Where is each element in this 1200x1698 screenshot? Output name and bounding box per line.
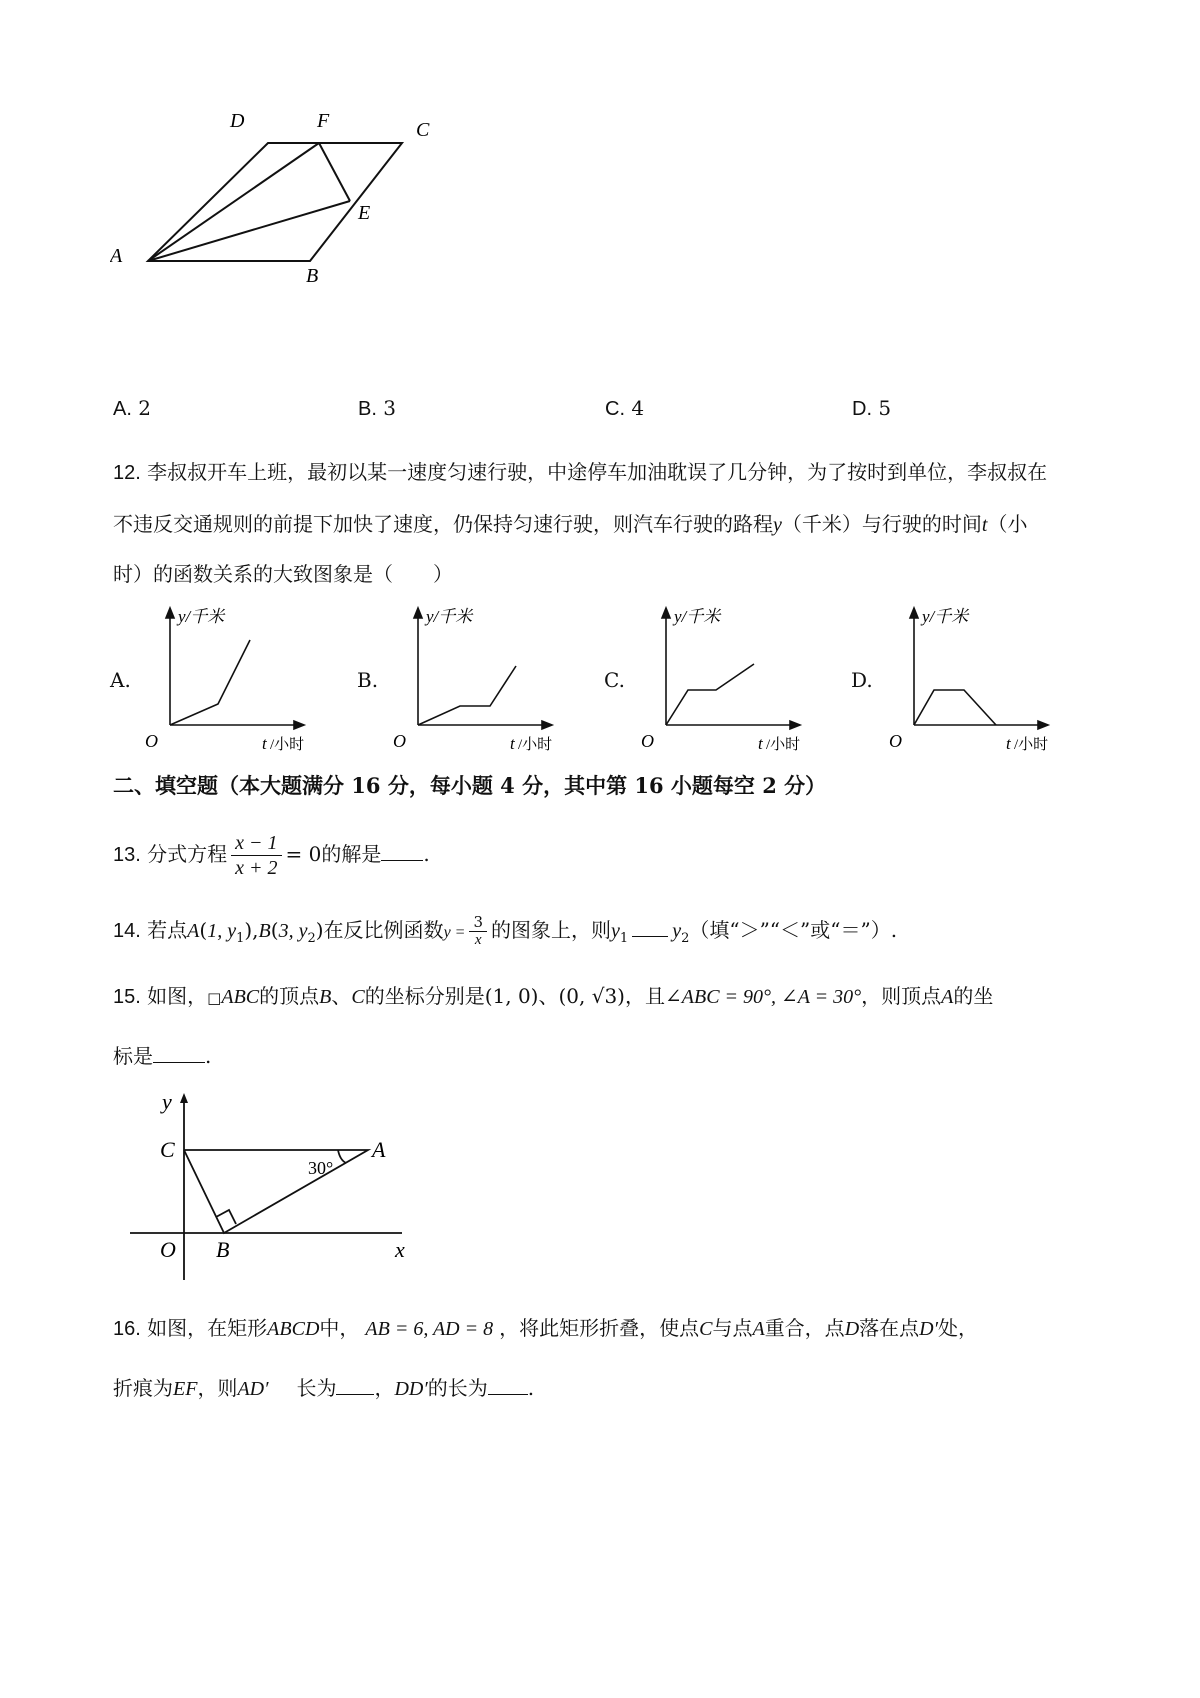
- label-B: B: [306, 265, 319, 287]
- q12-graph-d: [884, 600, 1084, 755]
- q12-graph-b: [388, 600, 588, 755]
- q12-option-c[interactable]: C.: [604, 668, 625, 692]
- q12-option-d[interactable]: D.: [851, 668, 873, 692]
- q14-answer-blank[interactable]: [632, 918, 668, 937]
- q11-option-c[interactable]: C. 4: [605, 396, 645, 420]
- graph-a-xlabel-unit: /小时: [270, 737, 305, 753]
- graph-d-ylabel: y/千米: [922, 607, 969, 626]
- label-D: D: [230, 110, 245, 132]
- q16-line2: 折痕为EF，则AD′ 长为 ，DD′的长为 .: [113, 1376, 535, 1400]
- graph-d-xlabel-unit: /小时: [1014, 737, 1049, 753]
- fig-label-B: B: [216, 1237, 230, 1262]
- q13-fraction: $\frac{x - 1}{x + 2}$: [231, 831, 281, 880]
- graph-c-origin: O: [641, 731, 654, 751]
- q15-line2: 标是 .: [113, 1044, 212, 1068]
- q12-line2: 不违反交通规则的前提下加快了速度，仍保持匀速行驶，则汽车行驶的路程y（千米）与行驶的时间t（小: [113, 512, 1028, 536]
- q14: 14. 若点A(1, $y_1),B(3$, $y_2$)在反比例函数y = $\frac{3}{x}$ 的图象上，则$y_1$ $y_2$（填“＞”“＜”或“＝”）.: [113, 913, 898, 948]
- graph-c-ylabel: y/千米: [674, 607, 721, 626]
- q16-answer-blank-2[interactable]: [488, 1376, 528, 1395]
- label-C: C: [416, 119, 430, 141]
- q15-triangle-figure: [120, 1085, 430, 1285]
- q11-option-a[interactable]: A. 2: [113, 396, 151, 420]
- q12-option-b[interactable]: B.: [357, 668, 379, 692]
- fig-x-axis-label: x: [395, 1237, 405, 1262]
- graph-a-xlabel-t: t: [262, 734, 267, 753]
- graph-b-xlabel-unit: /小时: [518, 737, 553, 753]
- label-E: E: [358, 202, 371, 224]
- label-A: A: [110, 245, 123, 267]
- q13-answer-blank[interactable]: [381, 842, 423, 861]
- q15-line1: 15. 如图，□ABC的顶点B、C的坐标分别是(1, 0)、(0, √3)，且∠ABC = 90°, ∠A = 30°，则顶点A的坐: [113, 984, 994, 1008]
- graph-a-ylabel: y/千米: [178, 607, 225, 626]
- graph-d-origin: O: [889, 731, 902, 751]
- q15-answer-blank[interactable]: [153, 1044, 205, 1063]
- q12-line3: 时）的函数关系的大致图象是（ ）: [113, 562, 453, 586]
- section-heading: 二、填空题（本大题满分 16 分，每小题 4 分，其中第 16 小题每空 2 分）: [113, 773, 827, 798]
- fig-angle-label: 30°: [308, 1158, 334, 1178]
- q13: 13. 分式方程 $\frac{x - 1}{x + 2}$ = 0的解是 .: [113, 832, 430, 879]
- q16-line1: 16. 如图，在矩形ABCD中， AB = 6, AD = 8 ，将此矩形折叠，使点C与点A重合，点D落在点D′处，: [113, 1316, 978, 1340]
- graph-c-xlabel-unit: /小时: [766, 737, 801, 753]
- graph-c-xlabel-t: t: [758, 734, 763, 753]
- fig-label-O: O: [160, 1237, 176, 1262]
- fig-label-A: A: [372, 1137, 386, 1162]
- fig-label-C: C: [160, 1137, 175, 1162]
- q14-fraction: $\frac{3}{x}$: [469, 914, 487, 949]
- q11-option-b[interactable]: B. 3: [358, 396, 396, 420]
- q12-graph-a: [140, 600, 340, 755]
- fig-y-axis-label: y: [162, 1089, 172, 1114]
- label-F: F: [317, 110, 330, 132]
- graph-b-origin: O: [393, 731, 406, 751]
- graph-d-xlabel-t: t: [1006, 734, 1011, 753]
- q11-option-d[interactable]: D. 5: [852, 396, 892, 420]
- graph-a-origin: O: [145, 731, 158, 751]
- graph-b-xlabel-t: t: [510, 734, 515, 753]
- q12-line1: 12. 李叔叔开车上班，最初以某一速度匀速行驶，中途停车加油耽误了几分钟，为了按时到单位，李叔叔在: [113, 460, 1048, 484]
- parallelogram-figure: [110, 110, 470, 310]
- q12-graph-c: [636, 600, 836, 755]
- graph-b-ylabel: y/千米: [426, 607, 473, 626]
- q12-option-a[interactable]: A.: [110, 668, 131, 692]
- q16-answer-blank-1[interactable]: [336, 1376, 374, 1395]
